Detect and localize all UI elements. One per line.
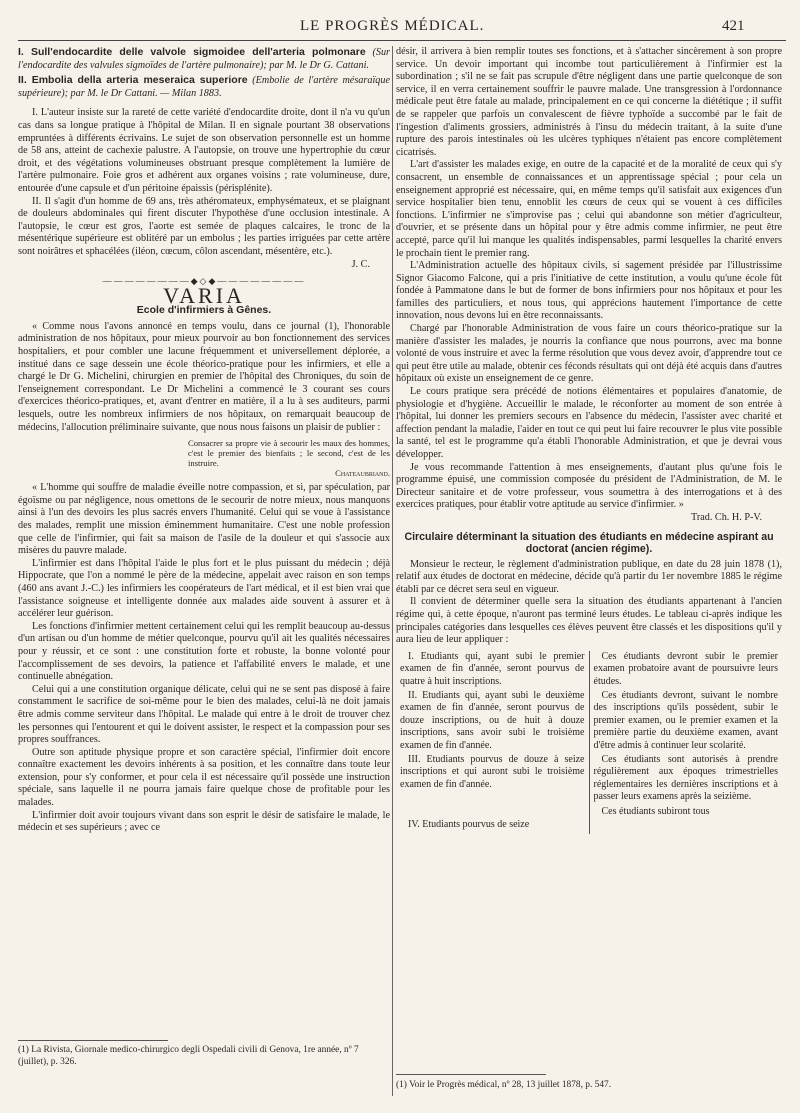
paragraph: Le cours pratique sera précédé de notions élémentaires et populaires d'anatomie, de physiologie et d'hygiène. Accueillir le malade, le réconforter au moment de son entrée à l'hôpital, lui donner les premiers secours en l'absence du médecin, l'assister avec charité et affection pendant la maladie, l'aider en tout ce qui peut lui faire recouvrer le plus vite possible la santé, tel est le programme qu'a établi l'honorable Administration, et que je devrai vous développer. [396, 386, 782, 460]
bib1-title: I. Sull'endocardite delle valvole sigmoidee dell'arteria polmonare [18, 46, 366, 58]
footnote-right: (1) Voir le Progrès médical, nº 28, 13 juillet 1878, p. 547. [396, 1080, 612, 1090]
epigraph-text: Consacrer sa propre vie à secourir les maux des hommes, c'est le premier des bienfaits ; le second, c'est de les instruire. [188, 438, 390, 469]
epigraph [188, 438, 390, 478]
paragraph: Monsieur le recteur, le règlement d'administration publique, en date du 28 juin 1878 (1), relatif aux études de doctorat en médecine, décide qu'à partir du 1er novembre 1885 le régime établi par ce décret sera seul en vigueur. [396, 558, 782, 595]
table-row: Ces étudiants devront subir le premier examen probatoire avant de poursuivre leurs études. [593, 650, 778, 687]
regime-table [396, 651, 782, 834]
table-row: Ces étudiants subiront tous [601, 805, 710, 817]
bibliography-entry-1 [18, 46, 390, 72]
signature: J. C. [351, 258, 370, 270]
paragraph: L'Administration actuelle des hôpitaux civils, si sagement présidée par l'illustrissime Signor Giacomo Falcone, qui a pris l'initiative de cette institution, a voulu qu'une école fût fondée à Pammatone dans le but de former de bons infirmiers pour nos hôpitaux et pour les familles des particuliers, et nous tous, qui apprécions hautement l'importance de cette innovation, nous devons lui en être reconnaissants. [396, 260, 782, 322]
paragraph: L'infirmier doit avoir toujours vivant dans son esprit le désir de satisfaire le malade, le médecin et ses supérieurs ; avec ce [18, 809, 390, 834]
table-row: IV. Etudiants pourvus de seize [408, 819, 530, 831]
page-header [0, 0, 800, 40]
paragraph: Celui qui a une constitution organique délicate, celui qui ne se sent pas disposé à faire constamment le sacrifice de soi-même pour le bien des malades, celui-là ne doit jamais être admis comme serviteur dans l'hôpital. Le malade qui entre à le droit de trouver chez les personnes qui l'entourent et qui le doivent assister, le respect et la compassion pour ses propres souffrances. [18, 683, 390, 746]
paragraph: Outre son aptitude physique propre et son caractère spécial, l'infirmier doit encore connaître exactement les devoirs inhérents à sa position, et les connaître dans toute leur extension, pour s'y conformer, et pour cela il est nécessaire qu'il possède une instruction spéciale, sans laquelle il ne pourra jamais faire quelque chose de profitable pour les malades. [18, 746, 390, 809]
paragraph: L'infirmier est dans l'hôpital l'aide le plus fort et le plus puissant du médecin ; déjà Hippocrate, que l'on a nommé le père de la médecine, appelait avec raison en son temps (460 ans avant J.-C.) les infirmiers les coopérateurs de l'art médical, et il est bien vrai que l'assistance soigneuse et intelligente donnée aux malades aide souvent à assurer et à accélérer leur guérison. [18, 557, 390, 620]
section-title: VARIA [163, 282, 245, 308]
paragraph: Il convient de déterminer quelle sera la situation des étudiants appartenant à l'ancien régime qui, à cette époque, n'auront pas terminé leurs études. Le tableau ci-après indique les principales catégories dans lesquelles ces élèves peuvent être classés et les dispositions qu'il y aura lieu de leur appliquer : [396, 596, 782, 646]
table-row: Ces étudiants sont autorisés à prendre régulièrement aux époques trimestrielles réglementaires les dernières inscriptions et à passer leurs examens après la seizième. [593, 753, 778, 803]
paragraph: « L'homme qui souffre de maladie éveille notre compassion, et si, par spéculation, par égoïsme ou par négligence, nous omettons de le secourir de notre mieux, nous manquons ainsi à l'un des devoirs les plus sacrés envers l'humanité. Celui qui se voue à l'assistance des malades, remplit une mission éminemment humanitaire. C'est une noble profession que celle de l'infirmier, qui fait sa maison de l'asile de la douleur et qui s'associe aux misères du pauvre malade. [18, 482, 390, 557]
paragraph: « Comme nous l'avons annoncé en temps voulu, dans ce journal (1), l'honorable administration de nos hôpitaux, pour mieux pourvoir au bon fonctionnement des services hospitaliers, et pour combler une lacune fréquemment et universellement déplorée, a institué dans ce sage dessein une école théorico-pratique pour les infirmiers, et elle a chargé le Dr G. Michelini, chirurgien en premier de l'hôpital des Chroniques, du soin de l'enseignement correspondant. Le Dr Michelini a commencé le 3 courant ses cours d'exercices théorico-pratiques, et, avant d'entrer en matière, il a lu à ses auditeurs, parmi lesquels, outre les nombreux infirmiers de nos hôpitaux, on remarquait beaucoup de médecins, l'allocution préliminaire suivante, que nous nous faisons un plaisir de publier : [18, 320, 390, 433]
table-cell-left [396, 651, 589, 834]
table-row: III. Etudiants pourvus de douze à seize inscriptions et qui auront subi le troisième examen de fin d'année. [400, 753, 585, 790]
table-cell-right [589, 651, 782, 834]
section-subtitle: Ecole d'infirmiers à Gênes. [136, 304, 272, 317]
bib2-rest: (Embolie de l'artère mésaraïque supérieure); par M. le Dr Cattani. — Milan 1883. [18, 75, 390, 99]
journal-title: LE PROGRÈS MÉDICAL. [300, 18, 485, 34]
header-rule [18, 40, 786, 41]
bib2-title: II. Embolia della arteria meseraica superiore [18, 74, 248, 87]
table-row: I. Etudiants qui, ayant subi le premier examen de fin d'année, seront pourvus de quatre à huit inscriptions. [400, 650, 585, 687]
paragraph: I. L'auteur insiste sur la rareté de cette variété d'endocardite droite, dont il n'a vu qu'un cas dans sa longue pratique à l'hôpital de Milan. Il en signale pourtant 38 observations empruntées à différents écrivains. Le sujet de son observation personnelle est un homme de 58 ans, atteint de cachexie palustre. A l'autopsie, on trouve une hypertrophie du cœur droit, et des végétations volumineuses obstruant presque complètement la lumière de l'artère pulmonaire. Foie gros et adhérent aux organes voisins ; rate volumineuse, dure, entourée d'une capsule et d'un péritoine épaissis (périsplénite). [18, 107, 390, 194]
epigraph-author: Chateaubriand. [335, 468, 390, 479]
page-number: 421 [722, 18, 745, 34]
ornament-divider: ————————◆◇◆———————— [102, 276, 306, 287]
paragraph: L'art d'assister les malades exige, en outre de la capacité et de la moralité de ceux qui s'y consacrent, un ensemble de connaissances et un apprentissage spécial ; pour cela un enseignement approprié est nécessaire, qui, en même temps qu'il satisfait aux exigences d'un service hospitalier bien tenu, ennoblit les cœurs de ceux qui se vouent à ces difficiles fonctions. L'infirmier ne s'improvise pas ; celui qui abandonne son métier d'agriculteur, d'ouvrier, et se présente dans un hôpital pour y être admis comme infirmier, ne peut être accepté, parce qu'il lui manque les qualités indispensables, parmi lesquelles la charité envers le prochain tient le premier rang. [396, 159, 782, 259]
paragraph: Chargé par l'honorable Administration de vous faire un cours théorico-pratique sur la manière d'assister les malades, je nourris la confiance que nous pourrons, avec ma bonne volonté de vous instruire et avec la ferme résolution que vous devez avoir, d'apprendre tout ce qui peut être utile au malade, obtenir ces féconds résultats qui ont déjà été acquis dans d'autres hôpitaux où existe un enseignement de ce genre. [396, 323, 782, 385]
right-column [396, 46, 782, 834]
footnote-rule-left [18, 1040, 168, 1041]
column-divider [392, 46, 393, 1096]
paragraph: Les fonctions d'infirmier mettent certainement celui qui les remplit beaucoup au-dessus d'un artisan ou d'un homme de métier quelconque, pourvu qu'il ait les qualités nécessaires pour y réussir, et ce sont : une constitution forte et robuste, la bonne volonté pour l'accomplissement de ses devoirs, la patience et l'affabilité envers le malade, et une continuelle abnégation. [18, 620, 390, 683]
circular-title: Circulaire déterminant la situation des étudiants en médecine aspirant au doctorat (ancien régime). [404, 530, 774, 555]
footnote-left: (1) La Rivista, Giornale medico-chirurgico degli Ospedali civili di Genova, 1re année, nº 7 (juillet), p. 326. [18, 1045, 359, 1067]
table-row: II. Etudiants qui, ayant subi le deuxième examen de fin d'année, seront pourvus de douze inscriptions, ou de huit à douze inscriptions, sans avoir subi le troisième examen de fin d'année. [400, 689, 585, 751]
paragraph: II. Il s'agit d'un homme de 69 ans, très athéromateux, emphysémateux, et se plaignant de douleurs abdominales qui firent discuter l'hypothèse d'une occlusion intestinale. A l'autopsie, le cœur est gros, l'aorte est semée de plaques calcaires, le tronc de la mésentérique supérieure est oblitéré par un embolus ; les parties irriguées par cette artère sont noirâtres et sphacélées (iléon, cœcum, côlon ascendant, mésentère, etc.). [18, 195, 390, 257]
bib1-rest: (Sur l'endocardite des valvules sigmoïdes de l'artère pulmonaire); par M. le Dr G. Cattani. [18, 47, 391, 71]
bibliography-entry-2 [18, 74, 390, 100]
table-row: Ces étudiants devront, suivant le nombre des inscriptions qu'ils possèdent, subir le premier examen, ou le premier examen et la première partie du deuxième examen, avant d'être admis à continuer leur scolarité. [593, 689, 778, 751]
footnote-rule-right [396, 1074, 546, 1075]
translator-signature: Trad. Ch. H. P-V. [690, 511, 762, 523]
left-column [18, 46, 390, 835]
paragraph: Je vous recommande l'attention à mes enseignements, d'autant plus qu'une fois le programme épuisé, une commission composée du président de l'Administration, de M. le Directeur sanitaire et de votre professeur, vous soumettra à des interrogations et à des exercices pratiques, pour établir votre aptitude au service d'infirmier. » [396, 461, 782, 511]
paragraph: désir, il arrivera à bien remplir toutes ses fonctions, et à s'attacher sincèrement à son propre service. Un devoir important qui incombe tout particulièrement à l'infirmier est la subordination ; s'il ne se fait pas scrupule d'être négligent dans une partie quelconque de son service, il en verra certainement souffrir le pauvre malade. Une transgression à l'ordonnance médicale peut être fatale au malade, principalement en ce qui concerne la diététique ; il suffit de se rappeler que parfois un convalescent de fièvre typhoïde a succombé par le fait de l'ingestion d'aliments grossiers, administrés à l'insu du médecin traitant, à la suite d'une rupture des parois intestinales où les ulcères typhiques n'étaient pas encore complètement cicatrisés. [396, 46, 782, 158]
